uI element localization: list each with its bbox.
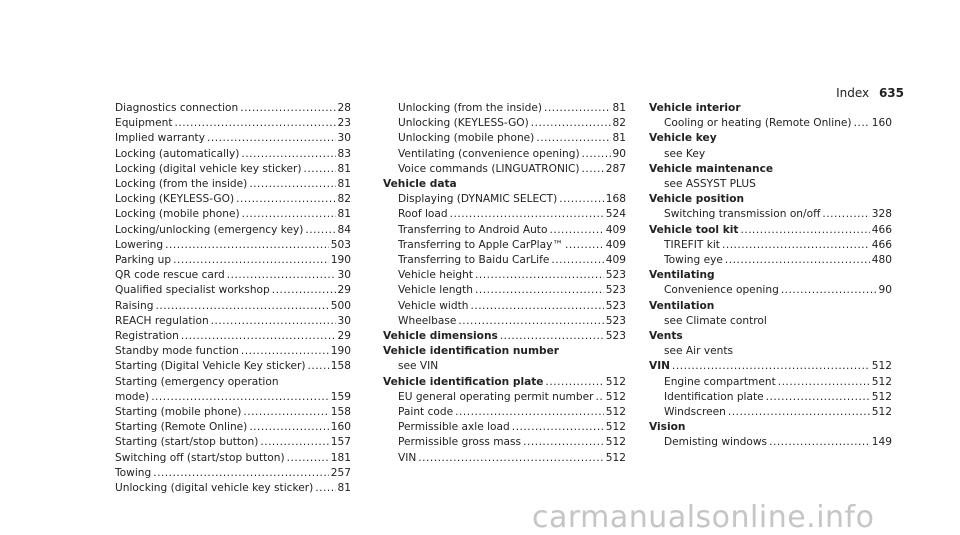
- index-entry: [649, 253, 892, 268]
- page-ref: 157: [330, 436, 351, 449]
- dot-leader: [305, 223, 335, 238]
- dot-leader: [536, 131, 610, 146]
- dot-leader: [173, 253, 329, 268]
- index-term: Starting (mobile phone): [115, 406, 242, 419]
- index-entry: [649, 238, 892, 253]
- index-entry: [115, 405, 351, 420]
- page-ref: 160: [330, 421, 351, 434]
- dot-leader: [582, 162, 604, 177]
- dot-leader: [241, 344, 329, 359]
- page-ref: 158: [330, 360, 351, 373]
- index-entry: [383, 207, 626, 222]
- index-term: Locking (KEYLESS-GO): [115, 193, 235, 206]
- dot-leader: [308, 359, 329, 374]
- page-ref: 82: [337, 193, 351, 206]
- index-entry: [115, 223, 351, 238]
- index-entry: [383, 390, 626, 405]
- index-term: Unlocking (digital vehicle key sticker): [115, 482, 314, 495]
- index-term: Locking (mobile phone): [115, 208, 240, 221]
- index-entry: [383, 268, 626, 283]
- index-term: Paint code: [398, 406, 454, 419]
- index-heading: Vehicle tool kit: [649, 223, 739, 236]
- index-term: Equipment: [115, 117, 173, 130]
- page-ref: 149: [871, 436, 892, 449]
- index-term: Registration: [115, 330, 179, 343]
- index-entry: [649, 131, 892, 146]
- index-term: QR code rescue card: [115, 269, 225, 282]
- index-term: Voice commands (LINGUATRONIC): [398, 162, 580, 175]
- watermark: carmanualsonline.info: [532, 500, 875, 535]
- index-term: Wheelbase: [398, 314, 457, 327]
- index-term: Starting (Remote Online): [115, 421, 248, 434]
- index-term: mode): [115, 390, 150, 403]
- dot-leader: [769, 435, 870, 450]
- index-entry: [383, 116, 626, 131]
- dot-leader: [181, 329, 336, 344]
- page-ref: 512: [605, 436, 626, 449]
- index-entry: [115, 390, 351, 405]
- page-ref: 512: [871, 375, 892, 388]
- dot-leader: [559, 192, 604, 207]
- index-entry: [383, 359, 626, 374]
- page-number: 635: [878, 86, 904, 100]
- index-term: Lowering: [115, 238, 164, 251]
- page-ref: 328: [871, 208, 892, 221]
- page-ref: 30: [337, 269, 351, 282]
- page-ref: 287: [605, 162, 626, 175]
- index-term: Starting (emergency operation: [115, 375, 279, 388]
- page-ref: 160: [871, 117, 892, 130]
- page-ref: 409: [605, 223, 626, 236]
- index-entry: [649, 177, 892, 192]
- dot-leader: [153, 466, 329, 481]
- index-entry: [649, 207, 892, 222]
- index-entry: [649, 390, 892, 405]
- index-entry: [383, 314, 626, 329]
- index-heading: VIN: [649, 360, 671, 373]
- page-ref: 466: [871, 238, 892, 251]
- dot-leader: [546, 375, 604, 390]
- index-term: Identification plate: [664, 390, 764, 403]
- index-term: EU general operating permit number: [398, 390, 594, 403]
- dot-leader: [523, 435, 604, 450]
- page-ref: 28: [337, 102, 351, 114]
- index-entry: [383, 238, 626, 253]
- index-term: see ASSYST PLUS: [664, 178, 756, 191]
- page-ref: 523: [605, 314, 626, 327]
- page-ref: 159: [330, 390, 351, 403]
- index-entry: [115, 314, 351, 329]
- page-ref: 512: [605, 421, 626, 434]
- dot-leader: [243, 405, 328, 420]
- index-entry: [383, 451, 626, 466]
- index-label: Index: [836, 86, 870, 100]
- index-term: Unlocking (mobile phone): [398, 132, 535, 145]
- index-entry: [649, 420, 892, 435]
- dot-leader: [455, 405, 604, 420]
- index-term: Switching transmission on/off: [664, 208, 821, 221]
- index-entry: [383, 283, 626, 298]
- index-term: TIREFIT kit: [664, 238, 720, 251]
- index-heading: Vehicle identification plate: [383, 375, 544, 388]
- dot-leader: [595, 390, 603, 405]
- index-term: Demisting windows: [664, 436, 768, 449]
- index-term: see VIN: [398, 360, 439, 373]
- index-entry: [115, 238, 351, 253]
- index-heading: Vehicle position: [649, 193, 745, 206]
- dot-leader: [854, 116, 870, 131]
- dot-leader: [531, 116, 611, 131]
- dot-leader: [249, 177, 335, 192]
- index-entry: [115, 131, 351, 146]
- index-term: Transferring to Apple CarPlay™: [398, 238, 563, 251]
- page-ref: 90: [612, 147, 626, 160]
- page-ref: 30: [337, 314, 351, 327]
- index-term: Permissible gross mass: [398, 436, 522, 449]
- page-ref: 81: [337, 162, 351, 175]
- index-entry: [649, 435, 892, 450]
- index-entry: [649, 147, 892, 162]
- index-entry: [115, 177, 351, 192]
- page-ref: 512: [605, 390, 626, 403]
- index-term: Transferring to Android Auto: [398, 223, 548, 236]
- dot-leader: [155, 299, 328, 314]
- page-ref: 82: [612, 117, 626, 130]
- index-heading: Ventilation: [649, 299, 715, 312]
- dot-leader: [565, 238, 604, 253]
- index-term: VIN: [398, 451, 417, 464]
- page-ref: 512: [871, 390, 892, 403]
- index-heading: Vehicle key: [649, 132, 717, 145]
- index-entry: [115, 481, 351, 496]
- dot-leader: [458, 314, 603, 329]
- index-entry: [649, 314, 892, 329]
- dot-leader: [315, 481, 335, 496]
- dot-leader: [272, 283, 336, 298]
- dot-leader: [544, 101, 611, 116]
- dot-leader: [236, 192, 335, 207]
- index-term: Parking up: [115, 254, 172, 267]
- index-entry: [115, 207, 351, 222]
- index-entry: [383, 344, 626, 359]
- page-ref: 81: [337, 482, 351, 495]
- index-entry: [115, 451, 351, 466]
- dot-leader: [778, 375, 870, 390]
- dot-leader: [740, 223, 869, 238]
- dot-leader: [582, 147, 611, 162]
- page-ref: 158: [330, 406, 351, 419]
- index-term: see Key: [664, 147, 706, 160]
- index-term: see Climate control: [664, 314, 767, 327]
- index-entry: [383, 177, 626, 192]
- index-entry: [383, 253, 626, 268]
- page-ref: 512: [605, 375, 626, 388]
- index-entry: [383, 131, 626, 146]
- dot-leader: [470, 299, 603, 314]
- index-term: Vehicle width: [398, 299, 469, 312]
- index-entry: [649, 268, 892, 283]
- dot-leader: [260, 435, 328, 450]
- dot-leader: [211, 314, 336, 329]
- index-term: Locking (digital vehicle key sticker): [115, 162, 302, 175]
- index-heading: Ventilating: [649, 269, 715, 282]
- index-entry: [649, 299, 892, 314]
- dot-leader: [728, 405, 870, 420]
- index-term: Vehicle length: [398, 284, 474, 297]
- index-entry: [383, 420, 626, 435]
- page-ref: 81: [612, 132, 626, 145]
- dot-leader: [450, 207, 604, 222]
- page-ref: 512: [605, 406, 626, 419]
- dot-leader: [672, 359, 870, 374]
- index-heading: Vehicle dimensions: [383, 330, 498, 343]
- index-term: Convenience opening: [664, 284, 779, 297]
- page-ref: 409: [605, 254, 626, 267]
- dot-leader: [551, 253, 603, 268]
- index-entry: [115, 283, 351, 298]
- index-entry: [383, 329, 626, 344]
- page-ref: 29: [337, 330, 351, 343]
- dot-leader: [207, 131, 336, 146]
- dot-leader: [781, 283, 877, 298]
- index-entry: [115, 147, 351, 162]
- index-term: Towing eye: [664, 254, 723, 267]
- dot-leader: [249, 420, 328, 435]
- index-entry: [383, 375, 626, 390]
- index-entry: [649, 359, 892, 374]
- index-term: Permissible axle load: [398, 421, 510, 434]
- index-term: Ventilating (convenience opening): [398, 147, 580, 160]
- index-entry: [115, 299, 351, 314]
- index-term: Starting (start/stop button): [115, 436, 259, 449]
- index-entry: [649, 329, 892, 344]
- index-entry: [383, 147, 626, 162]
- index-term: Locking (from the inside): [115, 178, 248, 191]
- index-term: Diagnostics connection: [115, 102, 239, 114]
- index-entry: [383, 435, 626, 450]
- index-term: Unlocking (KEYLESS-GO): [398, 117, 529, 130]
- page-ref: 409: [605, 238, 626, 251]
- dot-leader: [822, 207, 869, 222]
- page-ref: 524: [605, 208, 626, 221]
- page-ref: 181: [330, 451, 351, 464]
- dot-leader: [500, 329, 604, 344]
- page-ref: 81: [337, 178, 351, 191]
- index-entry: [115, 466, 351, 481]
- page-ref: 523: [605, 284, 626, 297]
- page-ref: 466: [871, 223, 892, 236]
- index-entry: [383, 299, 626, 314]
- page-ref: 512: [871, 406, 892, 419]
- page-ref: 84: [337, 223, 351, 236]
- index-term: REACH regulation: [115, 314, 209, 327]
- page-ref: 523: [605, 299, 626, 312]
- page-ref: 30: [337, 132, 351, 145]
- dot-leader: [722, 238, 870, 253]
- index-term: Unlocking (from the inside): [398, 102, 543, 114]
- index-entry: [115, 359, 351, 374]
- dot-leader: [725, 253, 870, 268]
- page-ref: 503: [330, 238, 351, 251]
- index-entry: [383, 223, 626, 238]
- index-heading: Vehicle data: [383, 178, 457, 191]
- index-entry: [115, 253, 351, 268]
- index-entry: [115, 375, 351, 390]
- index-term: Vehicle height: [398, 269, 474, 282]
- dot-leader: [287, 451, 329, 466]
- dot-leader: [165, 238, 329, 253]
- index-entry: [383, 162, 626, 177]
- index-entry: [115, 162, 351, 177]
- index-column-3: [649, 101, 892, 451]
- index-term: Implied warranty: [115, 132, 205, 145]
- index-term: see Air vents: [664, 345, 734, 358]
- dot-leader: [227, 268, 336, 283]
- page-ref: 90: [878, 284, 892, 297]
- index-term: Transferring to Baidu CarLife: [398, 254, 550, 267]
- index-entry: [649, 344, 892, 359]
- dot-leader: [766, 390, 870, 405]
- index-heading: Vehicle identification number: [383, 345, 559, 358]
- dot-leader: [475, 283, 604, 298]
- page-ref: 23: [337, 117, 351, 130]
- page-ref: 523: [605, 269, 626, 282]
- index-heading: Vision: [649, 421, 686, 434]
- dot-leader: [242, 207, 336, 222]
- page-ref: 512: [871, 360, 892, 373]
- index-entry: [115, 344, 351, 359]
- index-term: Locking/unlocking (emergency key): [115, 223, 304, 236]
- index-entry: [649, 101, 892, 116]
- dot-leader: [549, 223, 603, 238]
- dot-leader: [151, 390, 329, 405]
- index-term: Engine compartment: [664, 375, 776, 388]
- page-ref: 512: [605, 451, 626, 464]
- dot-leader: [304, 162, 336, 177]
- index-heading: Vehicle maintenance: [649, 162, 774, 175]
- index-entry: [383, 405, 626, 420]
- index-entry: [649, 162, 892, 177]
- index-entry: [115, 101, 351, 116]
- page-ref: 190: [330, 254, 351, 267]
- dot-leader: [241, 147, 335, 162]
- index-entry: [115, 435, 351, 450]
- index-term: Towing: [115, 466, 152, 479]
- index-heading: Vents: [649, 330, 683, 343]
- dot-leader: [512, 420, 604, 435]
- index-entry: [649, 223, 892, 238]
- page-ref: 500: [330, 299, 351, 312]
- index-entry: [649, 192, 892, 207]
- index-entry: [649, 283, 892, 298]
- page-ref: 81: [337, 208, 351, 221]
- dot-leader: [418, 451, 603, 466]
- index-entry: [649, 405, 892, 420]
- index-entry: [115, 116, 351, 131]
- index-term: Qualified specialist workshop: [115, 284, 270, 297]
- index-term: Switching off (start/stop button): [115, 451, 285, 464]
- index-entry: [383, 192, 626, 207]
- page-ref: 257: [330, 466, 351, 479]
- page-ref: 190: [330, 345, 351, 358]
- page-ref: 168: [605, 193, 626, 206]
- index-column-2: [383, 101, 626, 466]
- page-ref: 480: [871, 254, 892, 267]
- index-term: Cooling or heating (Remote Online): [664, 117, 852, 130]
- index-entry: [115, 420, 351, 435]
- index-entry: [649, 116, 892, 131]
- index-term: Raising: [115, 299, 154, 312]
- page-ref: 83: [337, 147, 351, 160]
- index-term: Displaying (DYNAMIC SELECT): [398, 193, 558, 206]
- index-term: Roof load: [398, 208, 448, 221]
- index-entry: [649, 375, 892, 390]
- index-term: Locking (automatically): [115, 147, 240, 160]
- dot-leader: [475, 268, 604, 283]
- index-term: Starting (Digital Vehicle Key sticker): [115, 360, 306, 373]
- index-entry: [383, 101, 626, 116]
- dot-leader: [240, 101, 335, 116]
- page-ref: 523: [605, 330, 626, 343]
- page-header: [836, 86, 904, 100]
- dot-leader: [175, 116, 336, 131]
- index-entry: [115, 329, 351, 344]
- page-ref: 29: [337, 284, 351, 297]
- index-entry: [115, 268, 351, 283]
- index-column-1: [115, 101, 351, 496]
- index-entry: [115, 192, 351, 207]
- index-heading: Vehicle interior: [649, 102, 741, 114]
- page-ref: 81: [612, 102, 626, 114]
- index-term: Windscreen: [664, 406, 726, 419]
- index-term: Standby mode function: [115, 345, 239, 358]
